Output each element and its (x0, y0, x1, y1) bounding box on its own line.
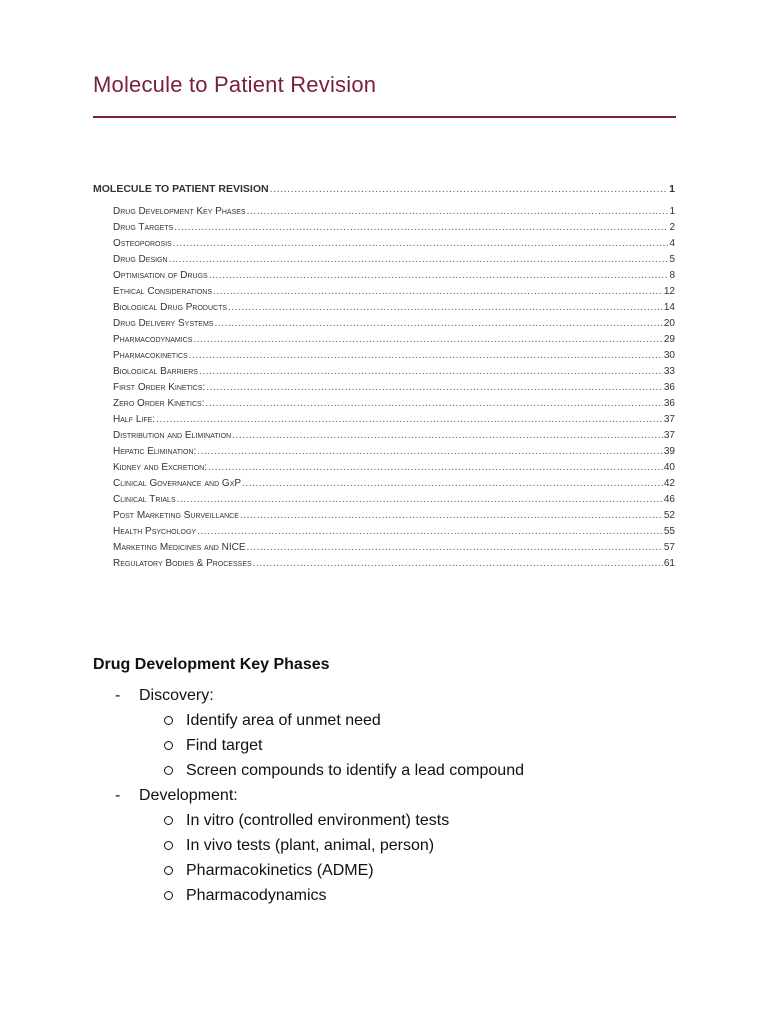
toc-leader-dots (232, 428, 663, 444)
toc-entry-label: Clinical Governance and GxP (113, 478, 242, 489)
document-title: Molecule to Patient Revision (93, 72, 377, 97)
phase-label: Discovery: (139, 687, 214, 704)
toc-leader-dots (174, 220, 668, 236)
toc-main-entry[interactable] (93, 181, 675, 197)
toc-entry[interactable] (113, 460, 675, 476)
section-heading: Drug Development Key Phases (93, 656, 330, 673)
list-item-phase (93, 683, 693, 708)
toc-entry-label: Marketing Medicines and NICE (113, 542, 246, 553)
toc-entry[interactable] (113, 380, 675, 396)
toc-entry[interactable] (113, 428, 675, 444)
toc-leader-dots (206, 396, 663, 412)
toc-entry-label: Ethical Considerations (113, 286, 212, 297)
toc-entry-page: 8 (669, 270, 675, 281)
toc-entry-label: Regulatory Bodies & Processes (113, 558, 252, 569)
list-item-text: Identify area of unmet need (186, 712, 381, 729)
toc-entry[interactable] (113, 540, 675, 556)
bullet-list (93, 683, 693, 908)
toc-entry[interactable] (113, 284, 675, 300)
toc-entry-page: 36 (663, 398, 675, 409)
toc-entry[interactable] (113, 508, 675, 524)
circle-bullet-icon (164, 866, 173, 875)
toc-entry[interactable] (113, 412, 675, 428)
list-item (93, 808, 693, 833)
toc-entry-label: Zero Order Kinetics: (113, 398, 205, 409)
toc-entry-page: 46 (663, 494, 675, 505)
toc-entry-page: 12 (663, 286, 675, 297)
toc-entry-page: 5 (669, 254, 675, 265)
toc-entry-page: 2 (669, 222, 675, 233)
toc-leader-dots (247, 540, 663, 556)
toc-entry-label: Optimisation of Drugs (113, 270, 208, 281)
toc-entry[interactable] (113, 524, 675, 540)
toc-leader-dots (242, 476, 663, 492)
circle-bullet-icon (164, 891, 173, 900)
toc-leader-dots (177, 492, 663, 508)
section-drug-development (93, 655, 693, 908)
toc-entry-page: 37 (663, 430, 675, 441)
toc-entry-page: 14 (663, 302, 675, 313)
toc-leader-dots (253, 556, 663, 572)
toc-entry[interactable] (113, 364, 675, 380)
list-item-text: Screen compounds to identify a lead compound (186, 762, 524, 779)
toc-entry-page: 37 (663, 414, 675, 425)
list-item-text: Pharmacodynamics (186, 887, 327, 904)
list-item (93, 833, 693, 858)
circle-bullet-icon (164, 716, 173, 725)
toc-entry-label: Health Psychology (113, 526, 197, 537)
toc-leader-dots (206, 380, 663, 396)
table-of-contents (93, 181, 675, 572)
circle-bullet-icon (164, 766, 173, 775)
toc-leader-dots (214, 316, 662, 332)
toc-entry-page: 57 (663, 542, 675, 553)
toc-entry-label: Drug Design (113, 254, 168, 265)
toc-entry-label: MOLECULE TO PATIENT REVISION (93, 183, 269, 195)
toc-entry-page: 39 (663, 446, 675, 457)
toc-entry[interactable] (113, 268, 675, 284)
circle-bullet-icon (164, 741, 173, 750)
toc-entry[interactable] (113, 316, 675, 332)
toc-entry[interactable] (113, 332, 675, 348)
toc-leader-dots (197, 444, 663, 460)
toc-entry[interactable] (113, 396, 675, 412)
toc-entry[interactable] (113, 236, 675, 252)
toc-entry-label: First Order Kinetics: (113, 382, 206, 393)
dash-bullet: - (115, 787, 121, 804)
circle-bullet-icon (164, 816, 173, 825)
toc-entry-label: Drug Development Key Phases (113, 206, 246, 217)
toc-entry[interactable] (113, 444, 675, 460)
list-item (93, 883, 693, 908)
toc-entry-label: Drug Targets (113, 222, 174, 233)
toc-entry-page: 52 (663, 510, 675, 521)
toc-leader-dots (208, 460, 663, 476)
list-item-phase (93, 783, 693, 808)
toc-entry-page: 55 (663, 526, 675, 537)
toc-entry-page: 36 (663, 382, 675, 393)
toc-entry-label: Clinical Trials (113, 494, 176, 505)
list-item-text: Find target (186, 737, 263, 754)
toc-entry-label: Pharmacokinetics (113, 350, 188, 361)
toc-entry[interactable] (113, 348, 675, 364)
list-item (93, 758, 693, 783)
toc-leader-dots (228, 300, 663, 316)
toc-entry-label: Drug Delivery Systems (113, 318, 214, 329)
toc-entry-label: Hepatic Elimination: (113, 446, 197, 457)
toc-entry-label: Kidney and Excretion: (113, 462, 208, 473)
toc-entry[interactable] (113, 252, 675, 268)
list-item (93, 733, 693, 758)
toc-entry-page: 40 (663, 462, 675, 473)
toc-entry-label: Biological Drug Products (113, 302, 228, 313)
toc-leader-dots (156, 412, 663, 428)
toc-leader-dots (213, 284, 663, 300)
list-item-text: In vitro (controlled environment) tests (186, 812, 450, 829)
toc-leader-dots (197, 524, 663, 540)
toc-entry-page: 1 (669, 206, 675, 217)
phase-label: Development: (139, 787, 238, 804)
toc-entry-label: Pharmacodynamics (113, 334, 193, 345)
toc-entry-list (93, 204, 675, 572)
toc-entry-page: 20 (663, 318, 675, 329)
toc-leader-dots (209, 268, 669, 284)
toc-leader-dots (240, 508, 663, 524)
toc-leader-dots (270, 181, 669, 197)
toc-entry-page: 4 (669, 238, 675, 249)
toc-entry[interactable] (113, 476, 675, 492)
toc-entry[interactable] (113, 204, 675, 220)
circle-bullet-icon (164, 841, 173, 850)
toc-entry-label: Distribution and Elimination (113, 430, 232, 441)
toc-entry[interactable] (113, 556, 675, 572)
toc-leader-dots (189, 348, 663, 364)
toc-entry[interactable] (113, 300, 675, 316)
toc-entry-label: Biological Barriers (113, 366, 198, 377)
toc-leader-dots (193, 332, 662, 348)
toc-entry-label: Half Life: (113, 414, 156, 425)
toc-entry-page: 61 (663, 558, 675, 569)
list-item (93, 858, 693, 883)
toc-entry[interactable] (113, 220, 675, 236)
toc-leader-dots (169, 252, 669, 268)
toc-entry[interactable] (113, 492, 675, 508)
toc-entry-label: Osteoporosis (113, 238, 172, 249)
toc-entry-page: 1 (669, 183, 675, 195)
toc-entry-page: 42 (663, 478, 675, 489)
toc-leader-dots (247, 204, 669, 220)
toc-entry-label: Post Marketing Surveillance (113, 510, 239, 521)
toc-leader-dots (199, 364, 663, 380)
toc-entry-page: 33 (663, 366, 675, 377)
title-underline (93, 116, 676, 118)
dash-bullet: - (115, 687, 121, 704)
toc-entry-page: 30 (663, 350, 675, 361)
toc-leader-dots (173, 236, 669, 252)
list-item-text: Pharmacokinetics (ADME) (186, 862, 374, 879)
list-item-text: In vivo tests (plant, animal, person) (186, 837, 435, 854)
list-item (93, 708, 693, 733)
toc-entry-page: 29 (663, 334, 675, 345)
